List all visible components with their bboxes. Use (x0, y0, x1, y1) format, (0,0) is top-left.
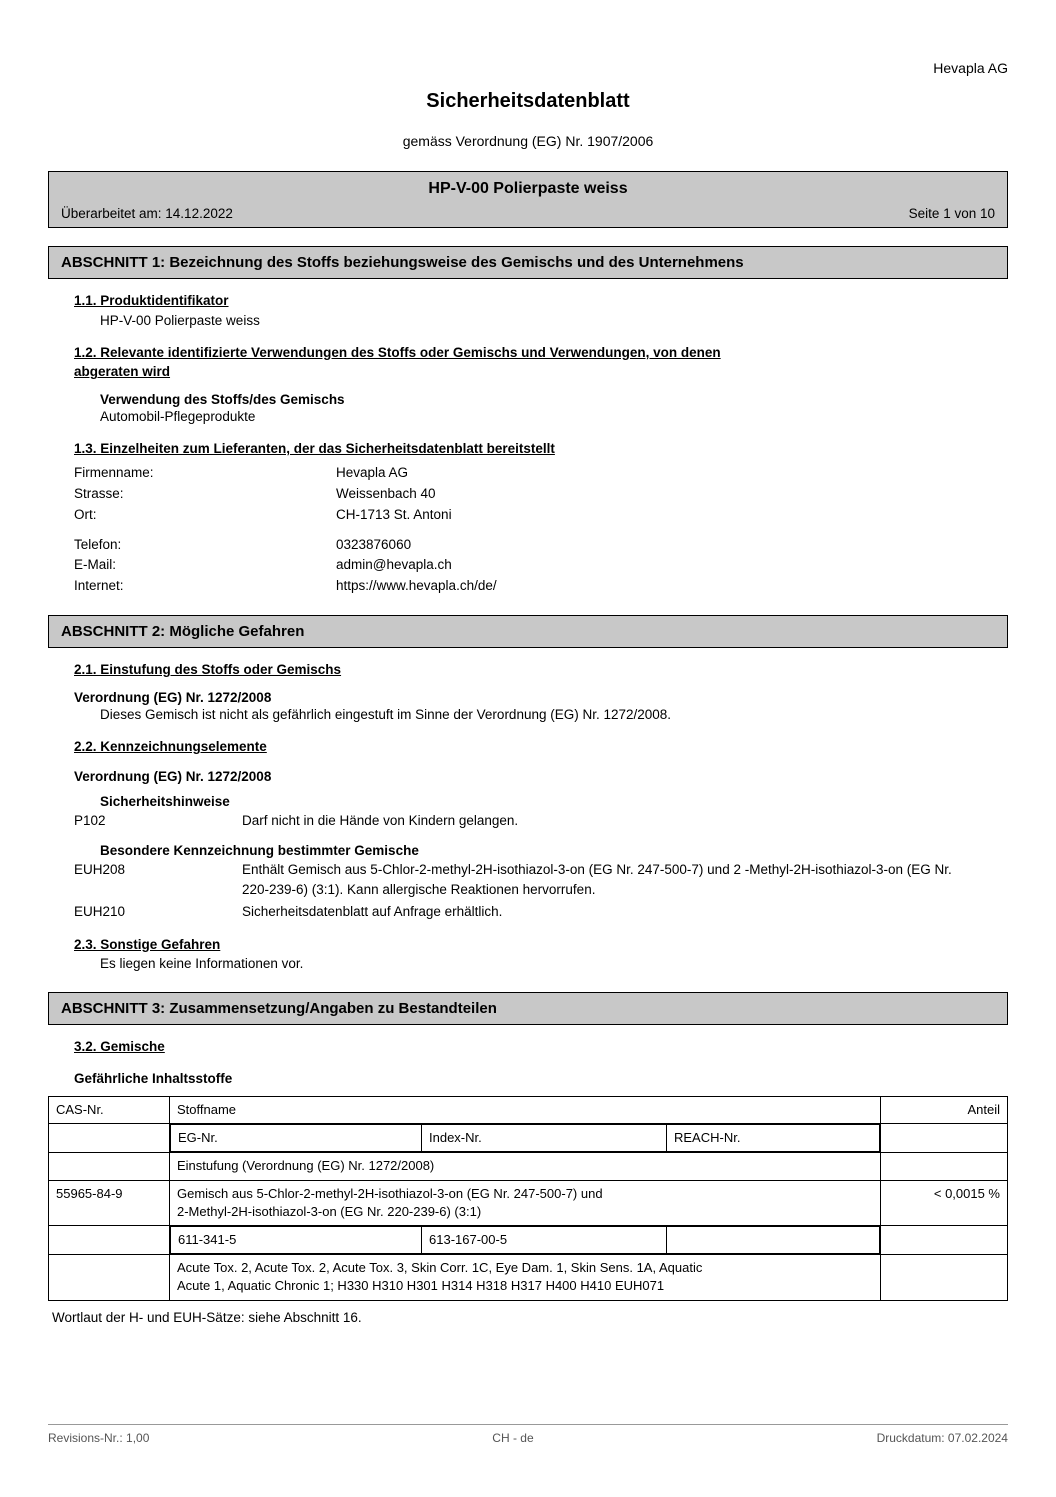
cell-classification (170, 1255, 881, 1300)
table-row (49, 1255, 1008, 1300)
section-3-heading: ABSCHNITT 3: Zusammensetzung/Angaben zu Bestandteilen (48, 992, 1008, 1025)
column-header-cas: CAS-Nr. (49, 1097, 170, 1124)
regulation-heading-2: Verordnung (EG) Nr. 1272/2008 (74, 768, 272, 784)
contact-value-email[interactable]: admin@hevapla.ch (336, 557, 452, 573)
footer-revision: Revisions-Nr.: 1,00 (48, 1431, 150, 1445)
subsection-1-1-title: 1.1. Produktidentifikator (74, 293, 229, 308)
company-name: Hevapla AG (933, 60, 1008, 76)
table-subheader-row (49, 1124, 1008, 1153)
subsection-1-2-title-line1: 1.2. Relevante identifizierte Verwendungen des Stoffs oder Gemischs und Verwendungen, von denen (74, 344, 721, 360)
cell-index-number: 613-167-00-5 (422, 1226, 667, 1253)
regulation-heading-1: Verordnung (EG) Nr. 1272/2008 (74, 689, 272, 705)
contact-row (74, 576, 1008, 597)
subcolumn-reach: REACH-Nr. (667, 1125, 880, 1152)
contact-label-internet: Internet: (74, 578, 124, 594)
euh-statement-text: Enthält Gemisch aus 5-Chlor-2-methyl-2H-isothiazol-3-on (EG Nr. 247-500-7) und 2 -Methyl-2H-isothiazol-3-on (EG Nr. 220-239-6) (3:1). Kann allergische Reaktionen hervorrufen. (242, 861, 952, 898)
safety-statements-heading: Sicherheitshinweise (100, 793, 230, 809)
subcolumn-index: Index-Nr. (422, 1125, 667, 1152)
footer-locale: CH - de (492, 1431, 534, 1445)
cell-empty (49, 1255, 170, 1300)
product-meta (61, 206, 995, 221)
subsection-2-3-title: 2.3. Sonstige Gefahren (74, 936, 221, 952)
supplier-value-company: Hevapla AG (336, 464, 409, 480)
cell-anteil: < 0,0015 % (881, 1180, 1008, 1225)
subsection-3-2-title: 3.2. Gemische (74, 1039, 165, 1055)
product-identifier-value: HP-V-00 Polierpaste weiss (100, 312, 260, 328)
contact-value-phone: 0323876060 (336, 536, 412, 552)
cell-empty (881, 1124, 1008, 1153)
contact-row (74, 555, 1008, 576)
subsection-2-1-title: 2.1. Einstufung des Stoffs oder Gemischs (74, 662, 342, 678)
page-footer (48, 1424, 1008, 1445)
cell-substance-name (170, 1180, 881, 1225)
subsection-1-2 (48, 343, 1008, 427)
table-row (49, 1225, 1008, 1254)
section-1-heading: ABSCHNITT 1: Bezeichnung des Stoffs beziehungsweise des Gemischs und des Unternehmens (48, 246, 1008, 279)
supplier-value-street: Weissenbach 40 (336, 485, 436, 501)
p-statement-text: Darf nicht in die Hände von Kindern gelangen. (242, 812, 519, 828)
footer-print-date: Druckdatum: 07.02.2024 (876, 1431, 1008, 1445)
euh-statement-text: Sicherheitsdatenblatt auf Anfrage erhältlich. (242, 904, 503, 920)
classification-text: Dieses Gemisch ist nicht als gefährlich eingestuft im Sinne der Verordnung (EG) Nr. 1272/2008. (100, 706, 672, 722)
subsection-2-2-title: 2.2. Kennzeichnungselemente (74, 739, 267, 755)
cell-reach-number (667, 1226, 880, 1253)
use-value: Automobil-Pflegeprodukte (100, 408, 256, 424)
subsection-1-1 (48, 291, 1008, 331)
subsection-2-3 (48, 935, 1008, 975)
euh-statement-code: EUH208 (74, 861, 126, 877)
supplier-value-city: CH-1713 St. Antoni (336, 506, 452, 522)
subsection-1-2-title-line2: abgeraten wird (74, 364, 171, 380)
classification-line1: Acute Tox. 2, Acute Tox. 2, Acute Tox. 3, Skin Corr. 1C, Eye Dam. 1, Skin Sens. 1A, Aquatic (177, 1260, 703, 1276)
use-heading: Verwendung des Stoffs/des Gemischs (100, 391, 345, 407)
cell-cas-number: 55965-84-9 (49, 1180, 170, 1225)
cell-einstufung-header: Einstufung (Verordnung (EG) Nr. 1272/2008) (170, 1153, 881, 1180)
supplier-label-street: Strasse: (74, 485, 124, 501)
contact-value-internet[interactable]: https://www.hevapla.ch/de/ (336, 578, 497, 594)
subsection-1-3 (48, 439, 1008, 597)
ingredients-table (48, 1096, 1008, 1301)
cell-empty (49, 1124, 170, 1153)
substance-name-line1: Gemisch aus 5-Chlor-2-methyl-2H-isothiazol-3-on (EG Nr. 247-500-7) und (177, 1185, 603, 1201)
document-title: Sicherheitsdatenblatt (426, 90, 630, 112)
cell-eg-number: 611-341-5 (171, 1226, 422, 1253)
supplier-label-city: Ort: (74, 506, 97, 522)
subsection-3-2 (48, 1037, 1008, 1324)
cell-empty (881, 1225, 1008, 1254)
cell-subheaders (170, 1124, 881, 1153)
subsection-2-1 (48, 660, 1008, 725)
contact-label-email: E-Mail: (74, 557, 117, 573)
contact-label-phone: Telefon: (74, 536, 122, 552)
column-header-name: Stoffname (170, 1097, 881, 1124)
other-hazards-text: Es liegen keine Informationen vor. (100, 956, 304, 972)
h-euh-note: Wortlaut der H- und EUH-Sätze: siehe Abschnitt 16. (52, 1309, 362, 1325)
document-subtitle: gemäss Verordnung (EG) Nr. 1907/2006 (402, 133, 654, 149)
supplier-row (74, 484, 1008, 505)
revision-date: Überarbeitet am: 14.12.2022 (61, 206, 233, 221)
p-statement-code: P102 (74, 812, 106, 828)
contact-row (74, 535, 1008, 556)
special-labelling-heading: Besondere Kennzeichnung bestimmter Gemische (100, 842, 419, 858)
p-statement-row (48, 811, 1008, 831)
table-header-row (49, 1097, 1008, 1124)
cell-empty (49, 1225, 170, 1254)
column-header-anteil: Anteil (881, 1097, 1008, 1124)
subsection-2-2 (48, 737, 1008, 923)
subsection-1-3-title: 1.3. Einzelheiten zum Lieferanten, der das Sicherheitsdatenblatt bereitstellt (74, 441, 555, 457)
euh-statement-row (48, 902, 1008, 922)
cell-empty (49, 1153, 170, 1180)
cell-numbers (170, 1225, 881, 1254)
hazardous-ingredients-heading: Gefährliche Inhaltsstoffe (74, 1071, 233, 1087)
euh-statement-code: EUH210 (74, 904, 126, 920)
classification-line2: Acute 1, Aquatic Chronic 1; H330 H310 H301 H314 H318 H317 H400 H410 EUH071 (177, 1278, 665, 1294)
cell-empty (881, 1255, 1008, 1300)
product-header-band (48, 171, 1008, 228)
cell-empty (881, 1153, 1008, 1180)
supplier-row (74, 505, 1008, 526)
euh-statement-row (48, 860, 1008, 901)
section-2-heading: ABSCHNITT 2: Mögliche Gefahren (48, 615, 1008, 648)
subcolumn-eg: EG-Nr. (171, 1125, 422, 1152)
supplier-label-company: Firmenname: (74, 464, 154, 480)
page-number: Seite 1 von 10 (908, 206, 995, 221)
substance-name-line2: 2-Methyl-2H-isothiazol-3-on (EG Nr. 220-239-6) (3:1) (177, 1203, 482, 1219)
supplier-row (74, 463, 1008, 484)
table-row (49, 1153, 1008, 1180)
table-row (49, 1180, 1008, 1225)
product-name: HP-V-00 Polierpaste weiss (428, 180, 628, 197)
